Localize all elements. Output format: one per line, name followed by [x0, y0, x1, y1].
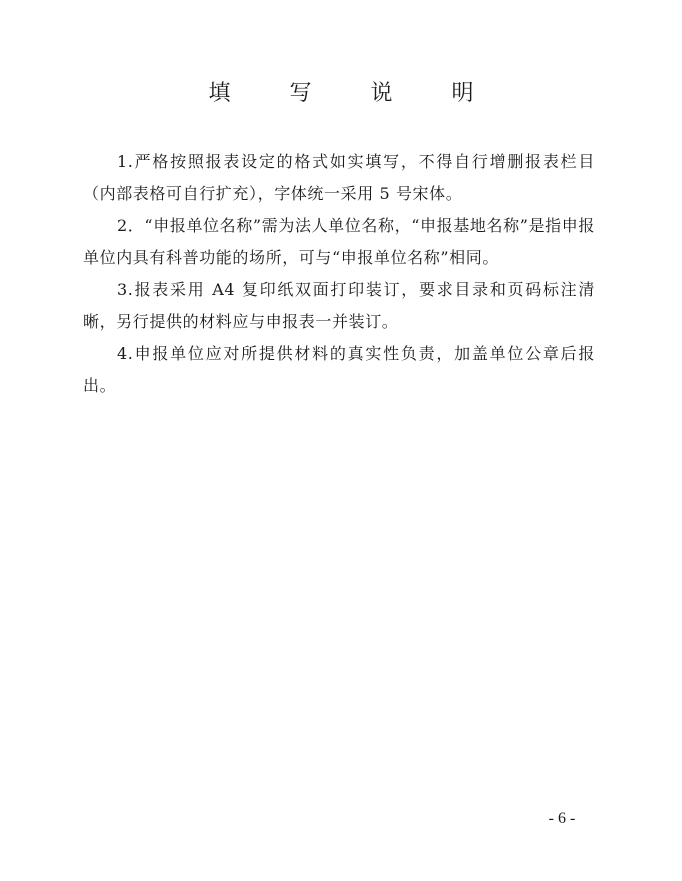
instruction-paragraph-1: 1.严格按照报表设定的格式如实填写，不得自行增删报表栏目（内部表格可自行扩充），字体统一采用 5 号宋体。 [83, 152, 595, 203]
instructions-body [83, 146, 595, 402]
document-title: 填 写 说 明 [208, 81, 500, 106]
page-number: - 6 - [548, 810, 576, 827]
instruction-paragraph-4: 4.申报单位应对所提供材料的真实性负责，加盖单位公章后报出。 [83, 344, 595, 395]
instruction-paragraph-3: 3.报表采用 A4 复印纸双面打印装订，要求目录和页码标注清晰，另行提供的材料应与申报表一并装订。 [83, 280, 595, 331]
instruction-paragraph-2: 2．“申报单位名称”需为法人单位名称，“申报基地名称”是指申报单位内具有科普功能的场所，可与“申报单位名称”相同。 [83, 216, 595, 267]
